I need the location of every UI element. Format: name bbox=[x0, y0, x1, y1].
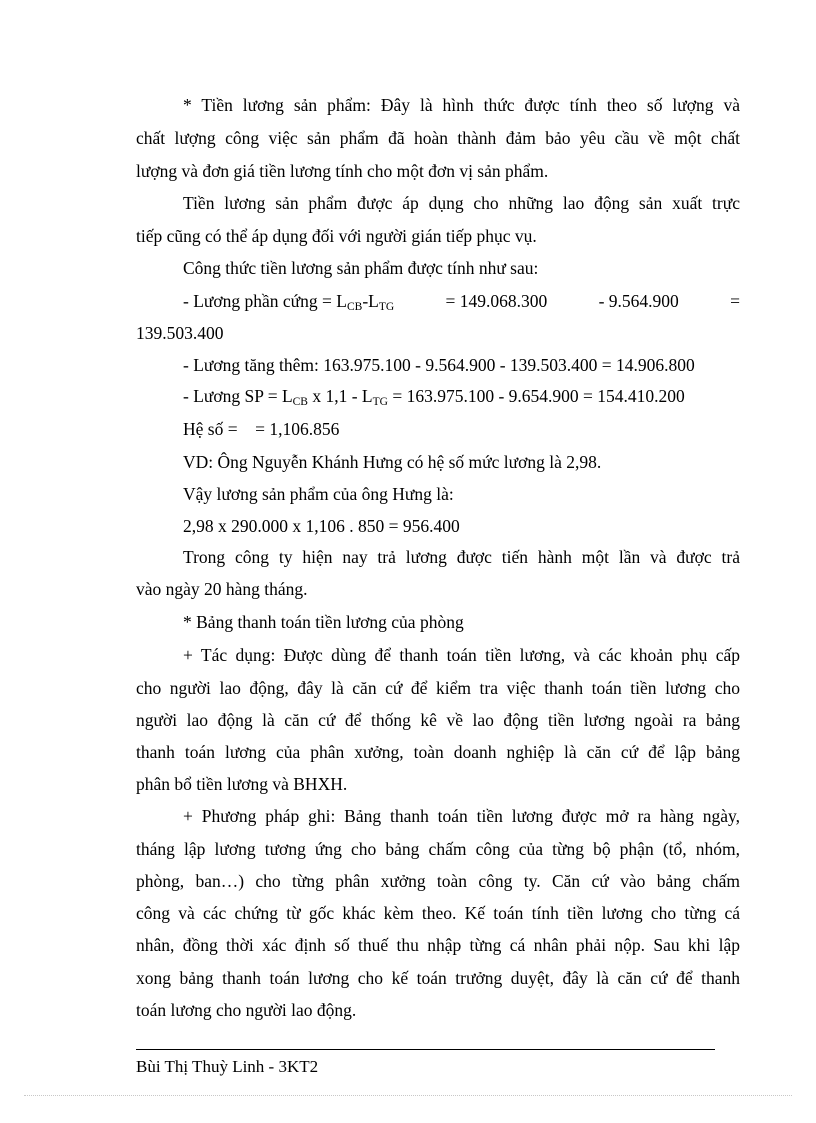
formula-value-1: = 149.068.300 bbox=[445, 291, 548, 311]
formula-equals: = bbox=[730, 291, 740, 311]
formula-line-1-result: 139.503.400 bbox=[136, 323, 224, 343]
paragraph-line: * Tiền lương sản phẩm: Đây là hình thức được tính theo số lượng và bbox=[183, 95, 740, 115]
formula-value-2: - 9.564.900 bbox=[598, 291, 679, 311]
paragraph-line: Tiền lương sản phẩm được áp dụng cho những lao động sản xuất trực bbox=[183, 193, 740, 213]
paragraph-line: xong bảng thanh toán lương cho kế toán trưởng duyệt, đây là căn cứ để thanh bbox=[136, 968, 740, 988]
formula-intro: Công thức tiền lương sản phẩm được tính như sau: bbox=[183, 258, 539, 278]
paragraph-line: tháng lập lương tương ứng cho bảng chấm công của từng bộ phận (tổ, nhóm, bbox=[136, 839, 740, 859]
coefficient-line: Hệ số = = 1,106.856 bbox=[183, 419, 340, 439]
paragraph-line: toán lương cho người lao động. bbox=[136, 1000, 357, 1020]
paragraph-line: vào ngày 20 hàng tháng. bbox=[136, 579, 308, 599]
formula-line-1 bbox=[183, 290, 740, 312]
formula-lhs: - Lương phần cứng = $L_{CB}-L_{TG}$ bbox=[183, 291, 395, 313]
paragraph-line: tiếp cũng có thể áp dụng đối với người gián tiếp phục vụ. bbox=[136, 226, 537, 246]
paragraph-line: phòng, ban…) cho từng phân xưởng toàn công ty. Căn cứ vào bảng chấm bbox=[136, 871, 740, 891]
paragraph-line: nhân, đồng thời xác định số thuế thu nhập từng cá nhân phải nộp. Sau khi lập bbox=[136, 935, 740, 955]
page-bottom-border bbox=[24, 1095, 792, 1096]
formula-line-3: - Lương SP = $L_{CB}$ x $1,1 - L_{TG} = 163.975.100 - 9.654.900 = 154.410.200$ bbox=[183, 386, 685, 408]
section-heading: * Bảng thanh toán tiền lương của phòng bbox=[183, 612, 464, 632]
example-calculation: 2,98 x 290.000 x 1,106 . 850 = 956.400 bbox=[183, 516, 460, 536]
paragraph-line: + Phương pháp ghi: Bảng thanh toán tiền lương được mở ra hàng ngày, bbox=[183, 806, 740, 826]
footer-author: Bùi Thị Thuỳ Linh - 3KT2 bbox=[136, 1057, 319, 1076]
paragraph-line: cho người lao động, đây là căn cứ để kiểm tra việc thanh toán tiền lương cho bbox=[136, 678, 740, 698]
paragraph-line: phân bổ tiền lương và BHXH. bbox=[136, 774, 348, 794]
footer-divider bbox=[136, 1049, 715, 1050]
paragraph-line: Trong công ty hiện nay trả lương được tiến hành một lần và được trả bbox=[183, 547, 740, 567]
paragraph-line: lượng và đơn giá tiền lương tính cho một đơn vị sản phẩm. bbox=[136, 161, 549, 181]
paragraph-line: công và các chứng từ gốc khác kèm theo. Kế toán tính tiền lương cho từng cá bbox=[136, 903, 740, 923]
paragraph-line: thanh toán lương của phân xưởng, toàn doanh nghiệp là căn cứ để lập bảng bbox=[136, 742, 740, 762]
formula-line-2: - Lương tăng thêm: 163.975.100 - 9.564.900 - 139.503.400 = 14.906.800 bbox=[183, 355, 695, 375]
paragraph-line: người lao động là căn cứ để thống kê về lao động tiền lương ngoài ra bảng bbox=[136, 710, 740, 730]
example-line: VD: Ông Nguyễn Khánh Hưng có hệ số mức lương là 2,98. bbox=[183, 452, 602, 472]
example-line: Vậy lương sản phẩm của ông Hưng là: bbox=[183, 484, 454, 504]
paragraph-line: + Tác dụng: Được dùng để thanh toán tiền lương, và các khoản phụ cấp bbox=[183, 645, 740, 665]
paragraph-line: chất lượng công việc sản phẩm đã hoàn thành đảm bảo yêu cầu về một chất bbox=[136, 128, 740, 148]
